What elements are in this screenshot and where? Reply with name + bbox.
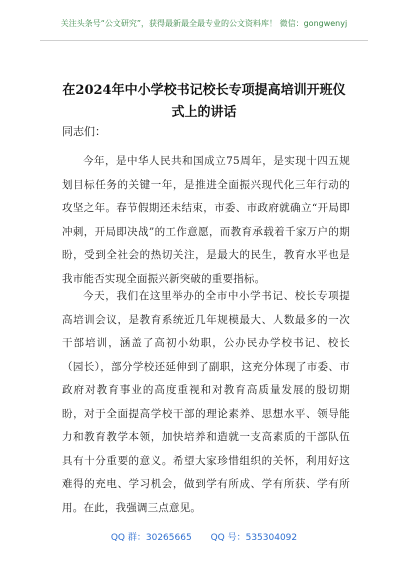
paragraph-1: 今年，是中华人民共和国成立75周年，是实现十四五规划目标任务的关键一年，是推进全面振兴现代化三年行动的攻坚之年。春节假期还未结束，市委、市政府就确立“开局即冲刺，开局即决战”的工作意愿，而教育承载着千家万户的期盼，受到全社会的热切关注，是最大的民生，教育水平也是我市能否实现全面振兴新突破的重要指标。 bbox=[62, 155, 350, 285]
header-divider bbox=[40, 40, 368, 41]
footer-qq-number: QQ 号：535304092 bbox=[210, 533, 298, 543]
greeting: 同志们： bbox=[62, 125, 106, 138]
header-promo-note: 关注头条号“公文研究”，获得最新最全最专业的公文资料库！ 微信：gongwenyj bbox=[60, 19, 348, 28]
footer-qq-group: QQ 群：30265665 bbox=[110, 533, 192, 543]
footer-contact bbox=[0, 530, 408, 543]
paragraph-2: 今天，我们在这里举办的全市中小学书记、校长专项提高培训会议，是教育系统近几年规模最大、人数最多的一次干部培训，涵盖了高初小幼职，公办民办学校书记、校长（园长），部分学校还延伸到了副职，这充分体现了市委、市政府对教育事业的高度重视和对教育高质量发展的殷切期盼，对于全面提高学校干部的理论素养、思想水平、领导能力和教育教学本领，加快培养和造就一支高素质的干部队伍具有十分重要的意义。希望大家珍惜组织的关怀，利用好这难得的充电、学习机会，做到学有所成、学有所获、学有所用。在此，我强调三点意见。 bbox=[62, 290, 350, 514]
document-title: 在2024年中小学校书记校长专项提高培训开班仪式上的讲话 bbox=[62, 83, 346, 120]
